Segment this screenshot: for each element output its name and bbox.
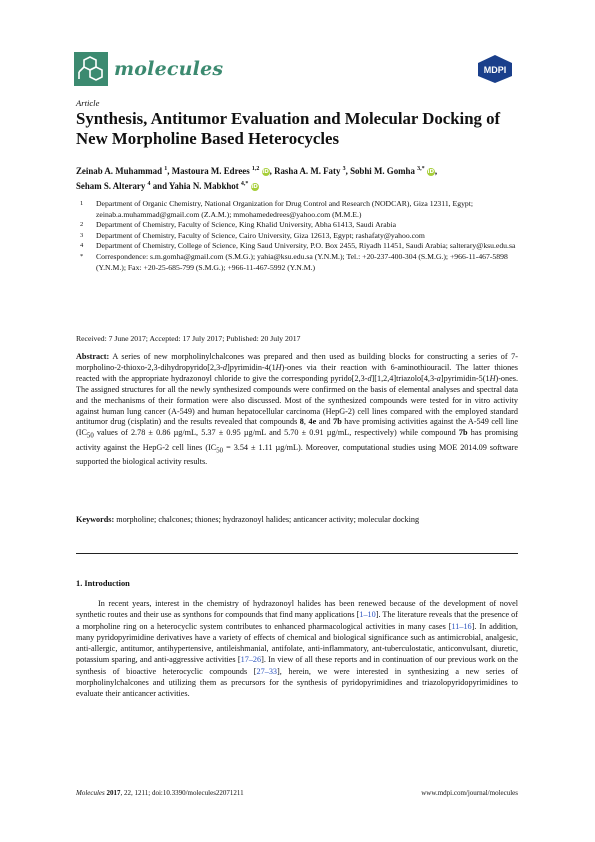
journal-url[interactable]: www.mdpi.com/journal/molecules	[421, 789, 518, 797]
citation-link[interactable]: 17–26	[240, 655, 262, 665]
compound-ref: 7b	[458, 428, 468, 438]
affiliation-item	[76, 231, 526, 242]
author-affiliation-mark: 1	[164, 166, 168, 173]
author-affiliation-mark: 4	[147, 181, 151, 188]
author-name[interactable]: Seham S. Alterary	[76, 181, 146, 191]
correspondence	[76, 252, 526, 273]
author-list	[76, 164, 526, 194]
author-affiliation-mark: 3,*	[417, 166, 425, 173]
author-affiliation-mark: 4,*	[240, 181, 249, 188]
mdpi-logo-icon[interactable]	[476, 54, 514, 84]
separator: ,	[434, 166, 438, 176]
compound-ref: 7b	[333, 417, 342, 427]
affiliation-mark: 1	[80, 200, 84, 207]
affiliation-item	[76, 220, 526, 231]
keywords-text: morpholine; chalcones; thiones; hydrazonoyl halides; anticancer activity; molecular docking	[116, 515, 420, 524]
introduction-paragraph: In recent years, interest in the chemistry of hydrazonoyl halides has been renewed because of the development of novel synthetic routes and their use as synthons for compounds that find many applications [1–10]. The literature reveals that the presence of a morpholine ring on a heterocyclic system contributes to enhanced pharmacological activities in many cases [11–16]. In addition, many pyridopyrimidine derivatives have a variety of effects of chemical and biological significance such as antimicrobial, analgesic, anti-allergic, antitumor, antihypertensive, antileishmanial, antifolate, anti-inflammatory, ant-tuberculostatic, anticonvulsant, diuretic, potassium sparing, and anti-aggressive activities [17–26]. In view of all these reports and in continuation of our previous work on the synthesis of bioactive heterocyclic compounds [27–33], herein, we were interested in synthesizing a new series of morpholinylchalcones and utilizing them as precursors for the synthesis of pyridopyrimidines and triazolopyridopyrimidines to evaluate their anticancer activities.	[76, 599, 519, 699]
author-name[interactable]: Rasha A. M. Faty	[274, 166, 341, 176]
keywords	[76, 513, 518, 526]
section-heading: 1. Introduction	[76, 579, 130, 588]
journal-name: molecules	[114, 58, 224, 80]
affiliation-text: Department of Chemistry, Faculty of Science, King Khalid University, Abha 61413, Saudi Arabia	[96, 220, 397, 230]
separator: ,	[167, 166, 170, 176]
article-type: Article	[76, 98, 100, 108]
conjunction: and	[152, 181, 168, 191]
affiliation-mark: 3	[80, 231, 84, 239]
affiliation-mark: 4	[80, 242, 84, 250]
author-affiliation-mark: 3	[342, 166, 346, 173]
affiliations	[76, 199, 526, 273]
affiliation-item	[76, 241, 526, 252]
page-footer	[76, 789, 518, 797]
orcid-icon[interactable]: iD	[262, 169, 269, 175]
citation-link[interactable]: 27–33	[256, 666, 277, 676]
citation-info: Molecules 2017, 22, 1211; doi:10.3390/molecules22071211	[76, 789, 244, 797]
correspondence-text: Correspondence: s.m.gomha@gmail.com (S.M.G.); yahia@ksu.edu.sa (Y.N.M.); Tel.: +20-237-400-304 (S.M.G.); +966-11-467-5898 (Y.N.M.); Fax: +20-25-685-799 (S.M.G.); +966-11-467-5992 (Y.N.M.)	[96, 251, 508, 272]
author-name[interactable]: Mastoura M. Edrees	[171, 166, 250, 176]
compound-ref: 8	[299, 417, 304, 427]
affiliation-item	[76, 199, 526, 220]
orcid-icon[interactable]: iD	[251, 184, 258, 190]
divider	[76, 553, 518, 554]
compound-ref: 4e	[308, 417, 317, 427]
author-name[interactable]: Sobhi M. Gomha	[350, 166, 415, 176]
author-name[interactable]: Zeinab A. Muhammad	[76, 166, 163, 176]
separator: ,	[269, 166, 272, 176]
keywords-label: Keywords:	[76, 515, 115, 524]
author-affiliation-mark: 1,2	[251, 166, 260, 173]
orcid-icon[interactable]: iD	[427, 169, 435, 175]
article-title: Synthesis, Antitumor Evaluation and Molecular Docking of New Morpholine Based Heterocycles	[76, 109, 501, 148]
citation-link[interactable]: 1–10	[359, 610, 376, 620]
journal-logo	[74, 50, 223, 88]
abstract-label: Abstract:	[76, 352, 110, 361]
citation-link[interactable]: 11–16	[451, 621, 472, 631]
publication-dates: Received: 7 June 2017; Accepted: 17 July 2017; Published: 20 July 2017	[76, 334, 301, 343]
author-name[interactable]: Yahia N. Mabkhot	[168, 181, 239, 191]
affiliation-text: Department of Chemistry, Faculty of Science, Cairo University, Giza 12613, Egypt; rashafaty@yahoo.com	[96, 230, 425, 240]
molecules-logo-icon	[74, 52, 108, 86]
publisher-name: MDPI	[483, 65, 507, 75]
affiliation-text: Department of Organic Chemistry, National Organization for Drug Control and Research (NODCAR), Giza 12311, Egypt; zeinab.a.muhammad@gmail.com (Z.A.M.); mmohamededrees@yahoo.com (M.M.E.)	[96, 199, 474, 219]
abstract: Abstract: A series of new morpholinylchalcones was prepared and then used as building blocks for constructing a series of 7-morpholino-2-thioxo-2,3-dihydropyrido[2,3-d]pyrimidin-4(1H)-ones via their reaction with 6-aminothiouracil. The latter thiones reacted with the appropriate hydrazonoyl chloride to give the corresponding pyrido[2,3-d][1,2,4]triazolo[4,3-a]pyrimidin-5(1H)-ones. The assigned structures for all the newly synthesized compounds were confirmed on the basis of elemental analyses and spectral data and the mechanisms of their formation were also discussed. Most of the synthesized compounds were tested for in vitro activity against human lung cancer (A-549) and human hepatocellular carcinoma (HepG-2) cell lines compared with the employed standard antitumor drug (cisplatin) and the results revealed that compounds 8, 4e and 7b have promising activities against the A-549 cell line ($IC_{50}$ values of 2.78 ± 0.86 µg/mL, 5.37 ± 0.95 µg/mL and 5.70 ± 0.91 µg/mL, respectively) while compound 7b has promising activity against the HepG-2 cell lines ($IC_{50} = 3.54 \pm 1.11$ µg/mL). Moreover, computational studies using MOE 2014.09 software supported the biological activity results.	[76, 352, 519, 467]
affiliation-mark: *	[80, 252, 84, 260]
affiliation-mark: 2	[80, 221, 84, 229]
separator: ,	[345, 166, 348, 176]
affiliation-text: Department of Chemistry, College of Science, King Saud University, P.O. Box 2455, Riyadh 11451, Saudi Arabia; salterary@ksu.edu.sa	[96, 241, 516, 251]
